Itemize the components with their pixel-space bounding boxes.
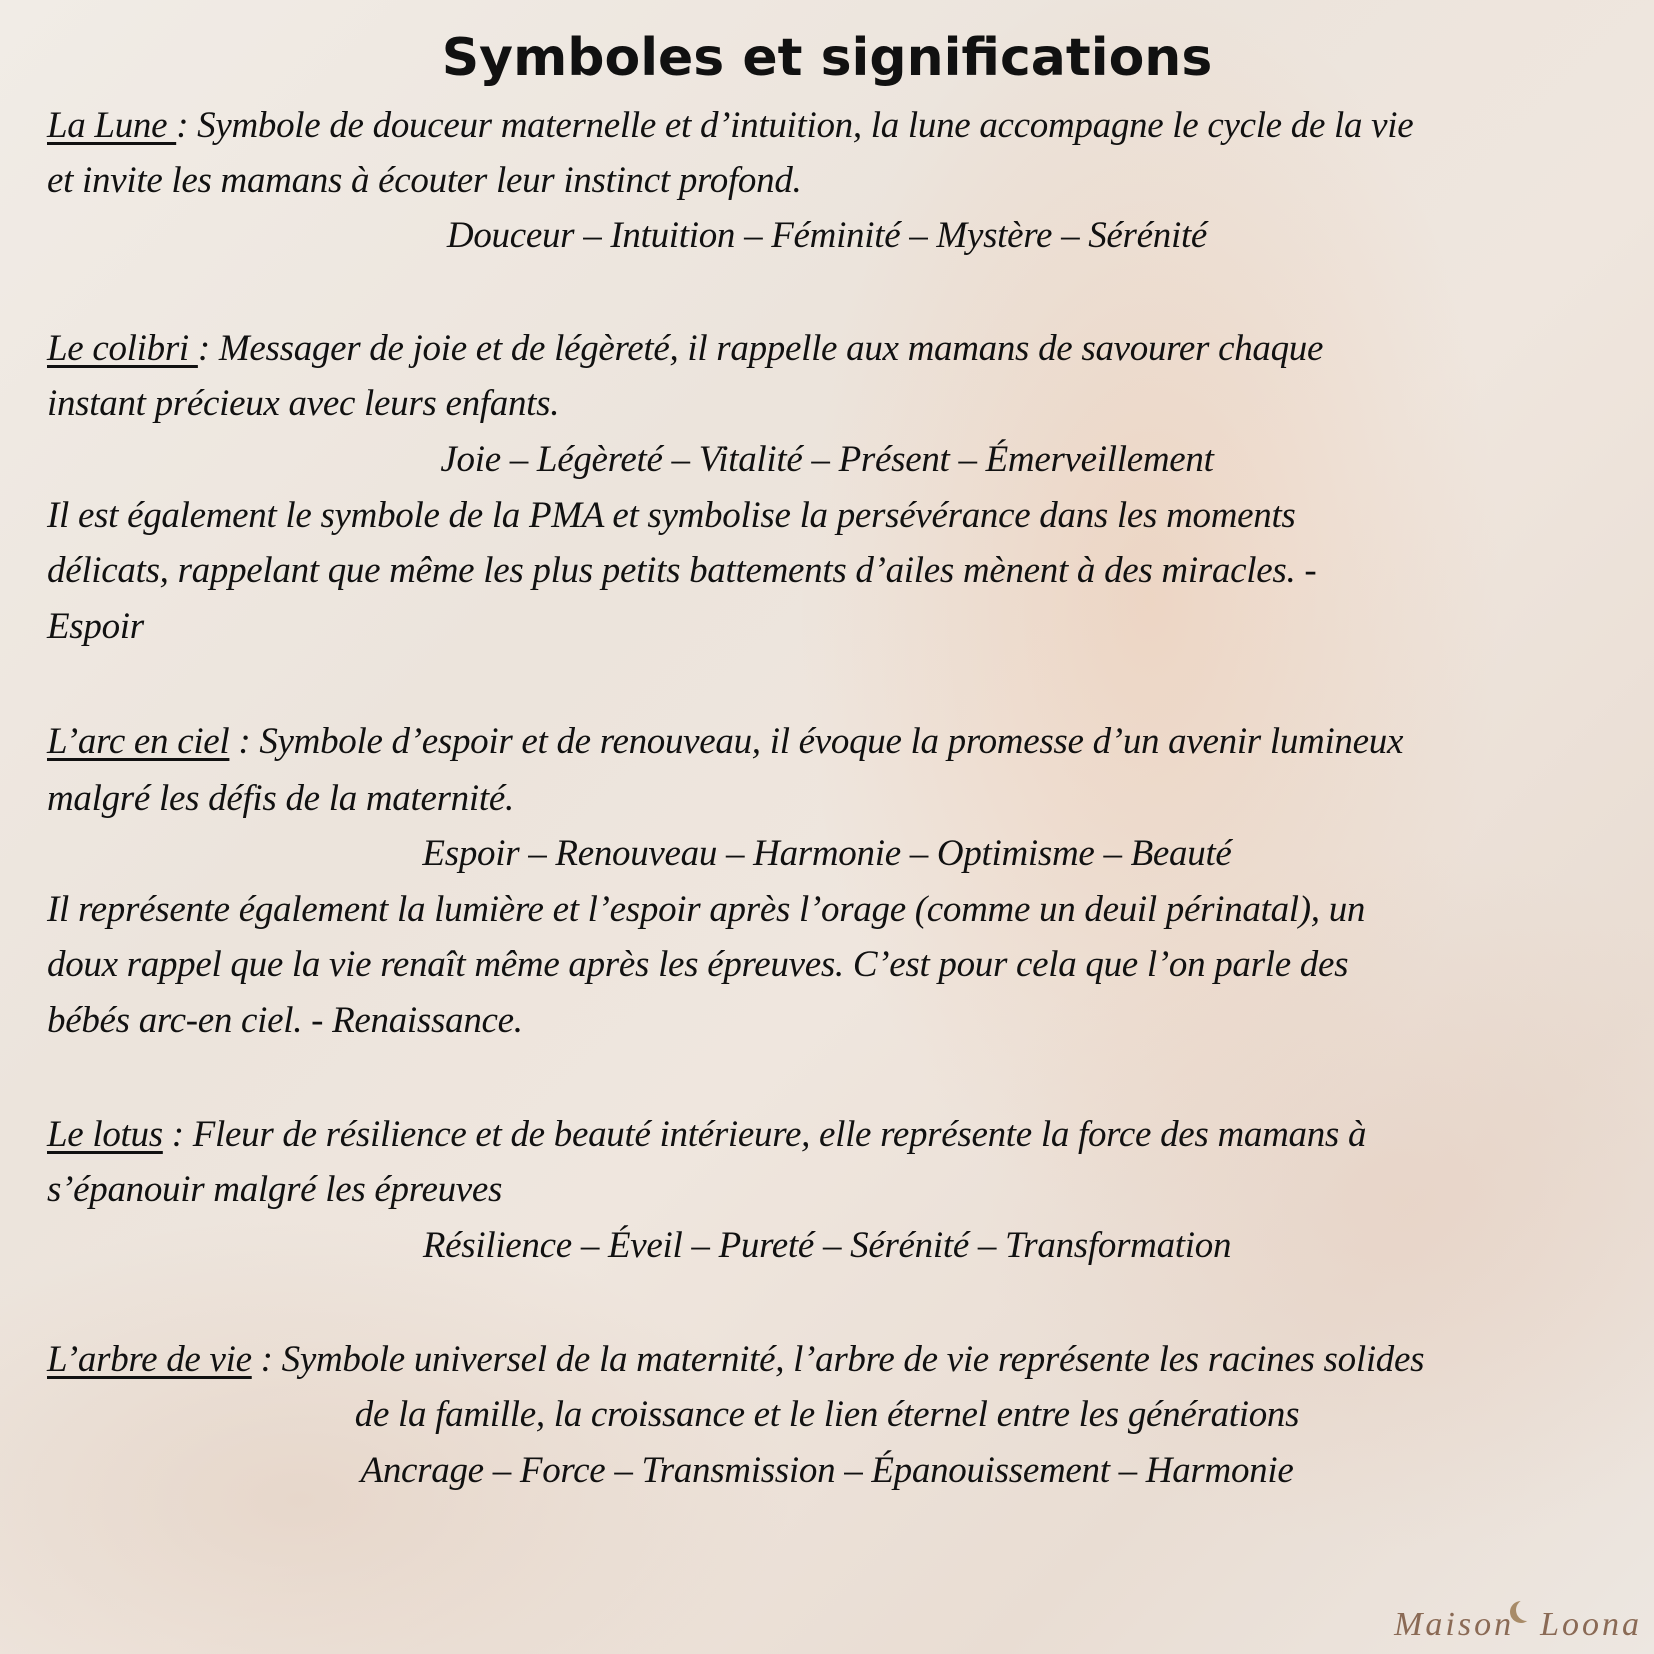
arc-label: L’arc en ciel (47, 721, 230, 762)
colibri-line-1 (47, 327, 1323, 370)
text: : Fleur de résilience et de beauté intérieure, elle représente la force des mamans à (162, 1114, 1367, 1155)
arbre-line-1 (47, 1338, 1424, 1381)
page-title: Symboles et significations (441, 28, 1213, 88)
colibri-line-2: instant précieux avec leurs enfants. (47, 383, 560, 424)
lotus-line-1 (47, 1113, 1366, 1156)
colibri-label: Le colibri (47, 328, 198, 369)
text: : Symbole universel de la maternité, l’arbre de vie représente les racines solides (251, 1339, 1425, 1380)
arc-keywords: Espoir – Renouveau – Harmonie – Optimisme – Beauté (422, 833, 1232, 874)
lune-line-1 (47, 104, 1413, 147)
moon-icon (1516, 1599, 1538, 1621)
lotus-line-2: s’épanouir malgré les épreuves (47, 1169, 503, 1210)
lotus-keywords: Résilience – Éveil – Pureté – Sérénité – Transformation (422, 1225, 1232, 1266)
lune-line-2: et invite les mamans à écouter leur instinct profond. (47, 160, 802, 201)
colibri-line-6: Espoir (47, 606, 144, 647)
arc-line-4: Il représente également la lumière et l’espoir après l’orage (comme un deuil périnatal), un (47, 889, 1366, 930)
colibri-keywords: Joie – Légèreté – Vitalité – Présent – Émerveillement (440, 439, 1214, 480)
lune-keywords: Douceur – Intuition – Féminité – Mystère – Sérénité (446, 215, 1208, 256)
colibri-line-4: Il est également le symbole de la PMA et symbolise la persévérance dans les moments (47, 495, 1296, 536)
text: : Messager de joie et de légèreté, il rappelle aux mamans de savourer chaque (197, 328, 1324, 369)
colibri-line-5: délicats, rappelant que même les plus petits battements d’ailes mènent à des miracles. - (47, 550, 1317, 591)
arc-line-5: doux rappel que la vie renaît même après les épreuves. C’est pour cela que l’on parle des (47, 944, 1349, 985)
arc-line-1 (47, 720, 1403, 763)
logo-text-right: Loona (1540, 1606, 1642, 1643)
lotus-label: Le lotus (47, 1114, 163, 1155)
logo-text-left: Maison (1394, 1606, 1515, 1643)
arbre-keywords: Ancrage – Force – Transmission – Épanouissement – Harmonie (360, 1450, 1294, 1491)
maison-loona-logo (1394, 1606, 1642, 1644)
lune-label: La Lune (47, 105, 177, 146)
arc-line-6: bébés arc-en ciel. - Renaissance. (47, 1000, 523, 1041)
arc-line-2: malgré les défis de la maternité. (47, 778, 514, 819)
arbre-line-2: de la famille, la croissance et le lien éternel entre les générations (354, 1394, 1300, 1435)
text: : Symbole de douceur maternelle et d’intuition, la lune accompagne le cycle de la vie (176, 105, 1414, 146)
arbre-label: L’arbre de vie (47, 1339, 252, 1380)
text: : Symbole d’espoir et de renouveau, il évoque la promesse d’un avenir lumineux (229, 721, 1404, 762)
